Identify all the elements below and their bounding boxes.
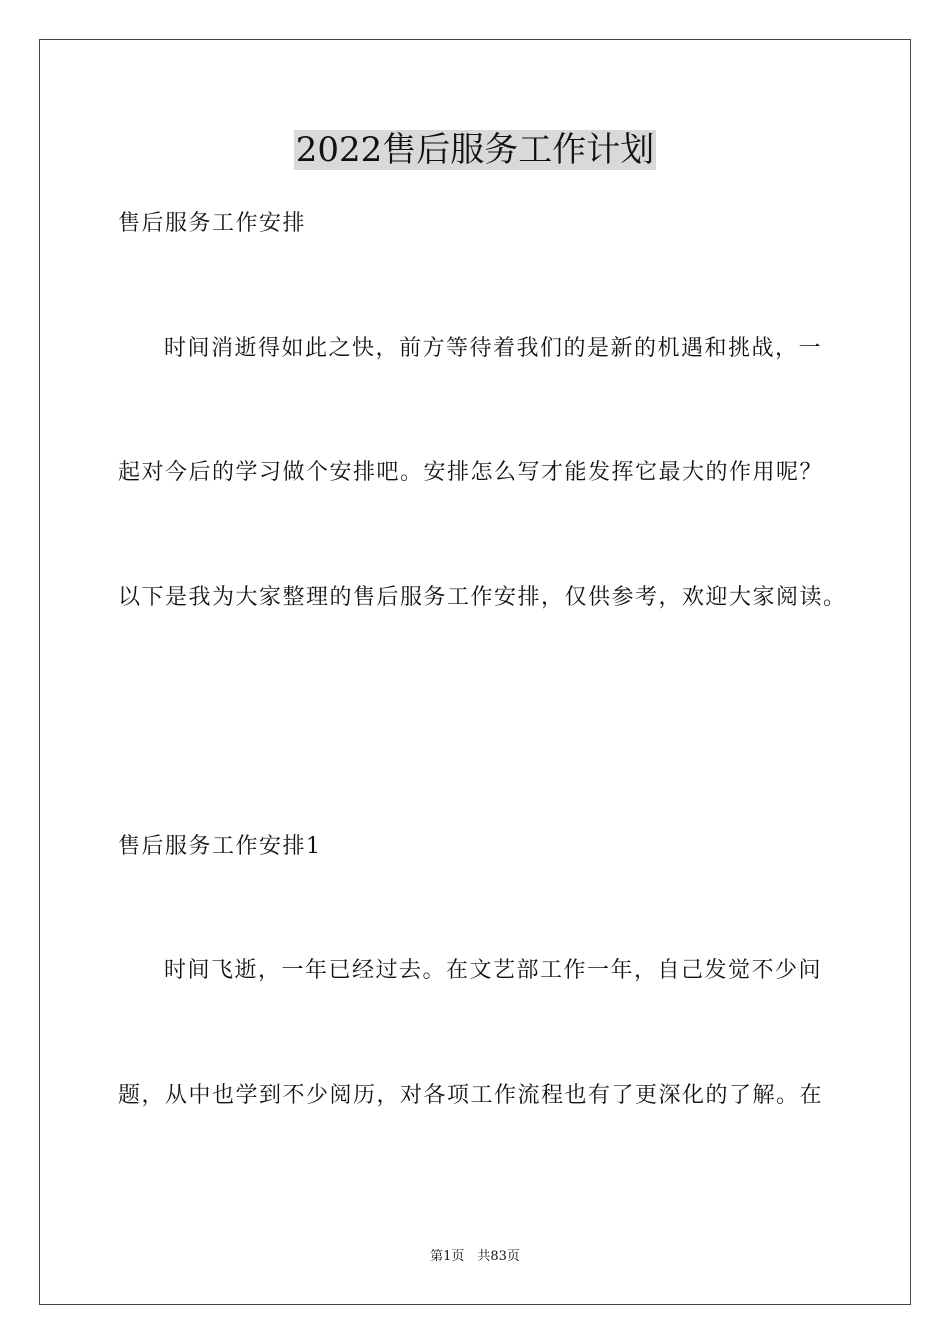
- body-line-1: 时间飞逝，一年已经过去。在文艺部工作一年，自己发觉不少问: [164, 958, 823, 983]
- document-title-text: 2022售后服务工作计划: [295, 130, 655, 170]
- body-line-2: 题，从中也学到不少阅历，对各项工作流程也有了更深化的了解。在: [118, 1083, 824, 1108]
- intro-line-1: 时间消逝得如此之快，前方等待着我们的是新的机遇和挑战，一: [164, 336, 823, 361]
- section-heading: 售后服务工作安排: [118, 211, 307, 236]
- intro-line-3: 以下是我为大家整理的售后服务工作安排，仅供参考，欢迎大家阅读。: [118, 585, 847, 610]
- page-number-footer: 第1页 共83页: [430, 1249, 520, 1264]
- section-heading-1: 售后服务工作安排1: [118, 834, 322, 859]
- intro-line-2: 起对今后的学习做个安排吧。安排怎么写才能发挥它最大的作用呢？: [118, 460, 824, 485]
- document-title: [0, 128, 950, 172]
